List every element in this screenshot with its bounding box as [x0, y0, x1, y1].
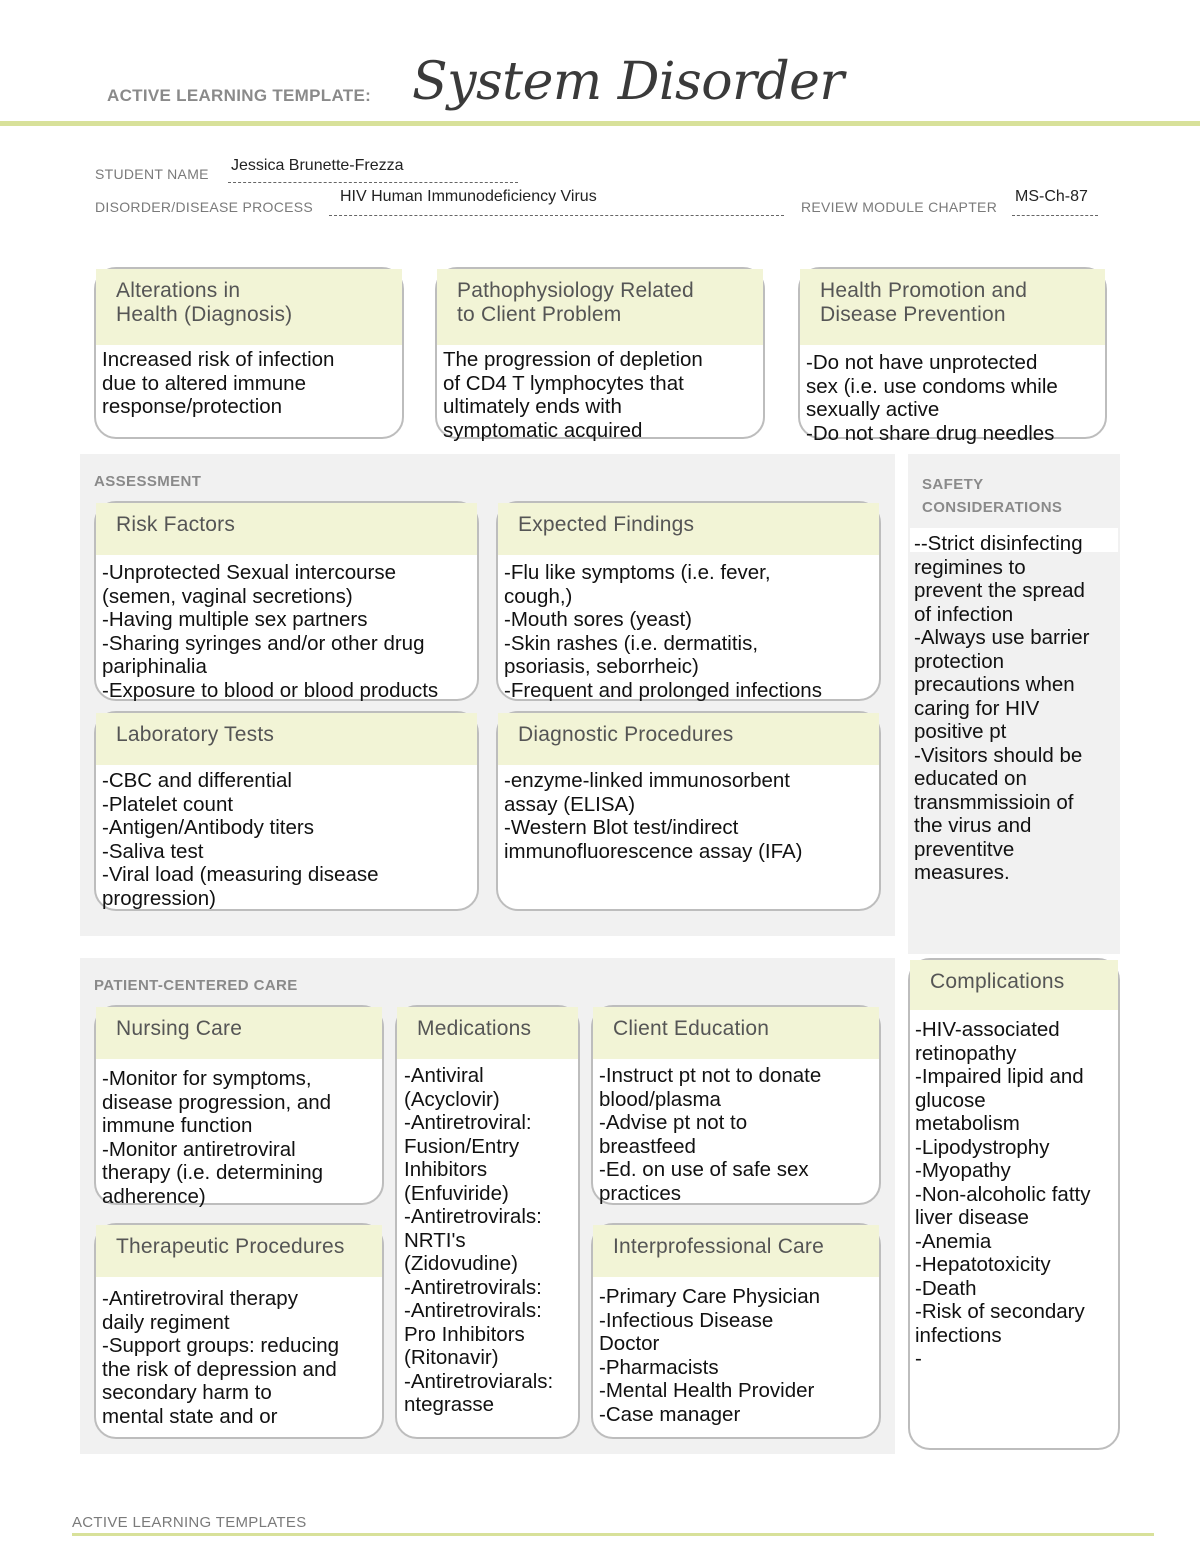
pathophysiology-body: The progression of depletion of CD4 T lymphocytes that ultimately ends with symptomatic acquired — [443, 348, 703, 442]
alterations-title: Alterations in Health (Diagnosis) — [96, 269, 402, 345]
disorder-line — [329, 214, 784, 216]
therapeutic-procedures-box — [94, 1223, 384, 1439]
interprofessional-care-title: Interprofessional Care — [593, 1225, 879, 1277]
diagnostic-procedures-box — [496, 711, 881, 911]
pathophysiology-title: Pathophysiology Related to Client Problem — [437, 269, 763, 345]
interprofessional-care-box — [591, 1223, 881, 1439]
chapter-label: REVIEW MODULE CHAPTER — [801, 199, 998, 215]
expected-findings-title: Expected Findings — [498, 503, 879, 555]
risk-factors-box — [94, 501, 479, 701]
complications-title: Complications — [910, 960, 1118, 1010]
complications-body: -HIV-associated retinopathy -Impaired lipid and glucose metabolism -Lipodystrophy -Myopathy -Non-alcoholic fatty liver disease -Anemia -Hepatotoxicity -Death -Risk of secondary infections - — [915, 1018, 1091, 1370]
page-title: System Disorder — [412, 52, 844, 112]
assessment-title: ASSESSMENT — [94, 473, 202, 490]
risk-factors-body: -Unprotected Sexual intercourse (semen, vaginal secretions) -Having multiple sex partners -Sharing syringes and/or other drug pariphinalia -Exposure to blood or blood products — [102, 561, 439, 702]
diagnostic-procedures-body: -enzyme-linked immunosorbent assay (ELISA) -Western Blot test/indirect immunofluorescence assay (IFA) — [504, 769, 803, 863]
safety-title: SAFETY CONSIDERATIONS — [922, 476, 1063, 516]
nursing-care-title: Nursing Care — [96, 1007, 382, 1059]
therapeutic-procedures-body: -Antiretroviral therapy daily regiment -Support groups: reducing the risk of depression and secondary harm to mental state and or — [102, 1287, 340, 1428]
footer-rule — [72, 1533, 1154, 1536]
diagnostic-procedures-title: Diagnostic Procedures — [498, 713, 879, 765]
nursing-care-body: -Monitor for symptoms, disease progression, and immune function -Monitor antiretroviral therapy (i.e. determining adherence) — [102, 1067, 332, 1208]
medications-box — [395, 1005, 580, 1439]
expected-findings-body: -Flu like symptoms (i.e. fever, cough,) -Mouth sores (yeast) -Skin rashes (i.e. dermatitis, psoriasis, seborrheic) -Frequent and prolonged infections — [504, 561, 822, 702]
footer-label: ACTIVE LEARNING TEMPLATES — [72, 1514, 307, 1531]
therapeutic-procedures-title: Therapeutic Procedures — [96, 1225, 382, 1277]
disorder-field[interactable]: HIV Human Immunodeficiency Virus — [340, 188, 597, 205]
student-name-line — [228, 181, 518, 183]
alterations-box — [94, 267, 404, 439]
client-education-box — [591, 1005, 881, 1205]
health-promotion-title: Health Promotion and Disease Prevention — [800, 269, 1105, 345]
health-promotion-body: -Do not have unprotected sex (i.e. use condoms while sexually active -Do not share drug needles — [806, 351, 1058, 445]
medications-title: Medications — [397, 1007, 578, 1059]
student-name-label: STUDENT NAME — [95, 166, 209, 182]
student-name-field[interactable]: Jessica Brunette-Frezza — [231, 157, 404, 174]
client-education-title: Client Education — [593, 1007, 879, 1059]
health-promotion-box — [798, 267, 1107, 445]
client-education-body: -Instruct pt not to donate blood/plasma -Advise pt not to breastfeed -Ed. on use of safe sex practices — [599, 1064, 822, 1205]
chapter-line — [1012, 214, 1098, 216]
patient-centered-care-title: PATIENT-CENTERED CARE — [94, 977, 298, 994]
complications-box — [908, 958, 1120, 1450]
safety-body: --Strict disinfecting regimines to prevent the spread of infection -Always use barrier protection precautions when caring for HIV positive pt -Visitors should be educated on transmmissioin of the virus and preventitve measures. — [914, 532, 1090, 884]
chapter-field[interactable]: MS-Ch-87 — [1015, 188, 1088, 205]
laboratory-tests-title: Laboratory Tests — [96, 713, 477, 765]
alterations-body: Increased risk of infection due to altered immune response/protection — [102, 348, 335, 418]
risk-factors-title: Risk Factors — [96, 503, 477, 555]
template-label: ACTIVE LEARNING TEMPLATE: — [107, 86, 372, 105]
laboratory-tests-body: -CBC and differential -Platelet count -Antigen/Antibody titers -Saliva test -Viral load (measuring disease progression) — [102, 769, 379, 910]
header-rule — [0, 121, 1200, 126]
pathophysiology-box — [435, 267, 765, 442]
interprofessional-care-body: -Primary Care Physician -Infectious Disease Doctor -Pharmacists -Mental Health Provider -Case manager — [599, 1285, 820, 1426]
expected-findings-box — [496, 501, 881, 701]
laboratory-tests-box — [94, 711, 479, 911]
nursing-care-box — [94, 1005, 384, 1208]
medications-body: -Antiviral (Acyclovir) -Antiretroviral: Fusion/Entry Inhibitors (Enfuviride) -Antiretrovirals: NRTI's (Zidovudine) -Antiretrovirals: -Antiretrovirals: Pro Inhibitors (Ritonavir) -Antiretroviarals: ntegrasse — [404, 1064, 554, 1416]
disorder-label: DISORDER/DISEASE PROCESS — [95, 199, 314, 215]
